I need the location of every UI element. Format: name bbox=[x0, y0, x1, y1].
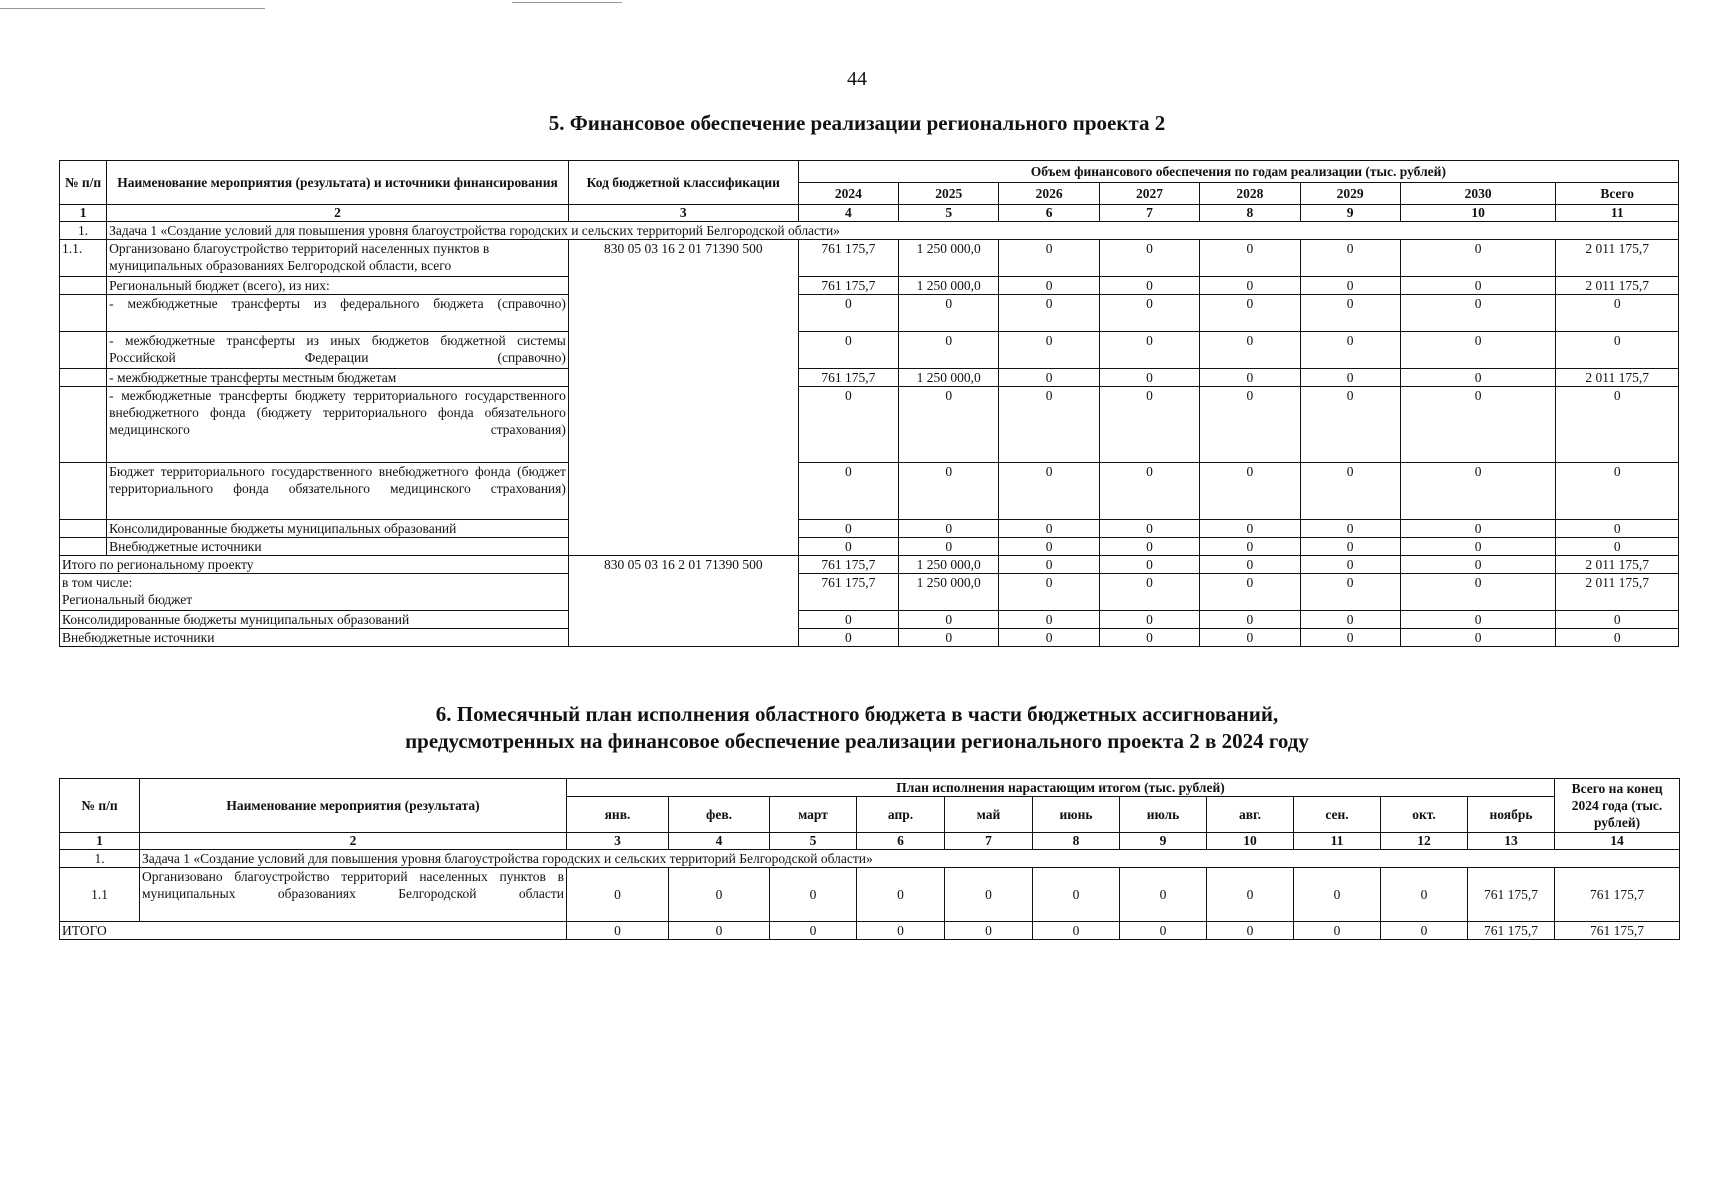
header-year: 2025 bbox=[899, 183, 999, 205]
value-cell: 0 bbox=[999, 538, 1099, 556]
value-cell: 0 bbox=[999, 295, 1099, 332]
total-row bbox=[60, 611, 1679, 629]
value-cell: 0 bbox=[1099, 574, 1199, 611]
header-month: май bbox=[945, 797, 1033, 833]
value-cell: 0 bbox=[1400, 629, 1556, 647]
value-cell: 0 bbox=[1556, 463, 1679, 520]
value-cell: 0 bbox=[899, 520, 999, 538]
value-cell: 0 bbox=[1200, 556, 1300, 574]
value-cell: 0 bbox=[899, 611, 999, 629]
header-volume: Объем финансового обеспечения по годам реализации (тыс. рублей) bbox=[798, 161, 1678, 183]
value-cell: 0 bbox=[999, 611, 1099, 629]
value-cell: 0 bbox=[1400, 295, 1556, 332]
value-cell: 0 bbox=[1099, 556, 1199, 574]
value-cell: 0 bbox=[1400, 332, 1556, 369]
page-number: 44 bbox=[847, 68, 867, 90]
value-cell: 0 bbox=[1099, 520, 1199, 538]
value-cell: 761 175,7 bbox=[798, 240, 898, 277]
value-cell: 0 bbox=[1294, 868, 1381, 922]
value-cell: 0 bbox=[1556, 611, 1679, 629]
row-num bbox=[60, 295, 107, 332]
value-cell: 0 bbox=[857, 868, 945, 922]
value-cell: 0 bbox=[999, 332, 1099, 369]
monthly-plan-table bbox=[59, 778, 1680, 940]
value-cell: 0 bbox=[1381, 868, 1468, 922]
value-cell: 0 bbox=[1200, 574, 1300, 611]
value-cell: 0 bbox=[999, 387, 1099, 463]
column-number-row bbox=[60, 205, 1679, 222]
value-cell: 0 bbox=[1099, 295, 1199, 332]
row-num bbox=[60, 369, 107, 387]
value-cell: 0 bbox=[1300, 277, 1400, 295]
value-cell: 0 bbox=[1200, 369, 1300, 387]
col-number: 10 bbox=[1400, 205, 1556, 222]
value-cell: 0 bbox=[1300, 556, 1400, 574]
table-row bbox=[60, 387, 1679, 463]
row-name: Консолидированные бюджеты муниципальных образований bbox=[107, 520, 569, 538]
col-number: 9 bbox=[1300, 205, 1400, 222]
value-cell: 0 bbox=[1300, 574, 1400, 611]
value-cell: 0 bbox=[1556, 387, 1679, 463]
value-cell: 0 bbox=[1200, 240, 1300, 277]
value-cell: 0 bbox=[1300, 611, 1400, 629]
header-plan: План исполнения нарастающим итогом (тыс. рублей) bbox=[567, 779, 1555, 797]
total-row bbox=[60, 629, 1679, 647]
value-cell: 0 bbox=[1556, 629, 1679, 647]
value-cell: 0 bbox=[1207, 868, 1294, 922]
total-name-line: в том числе: bbox=[62, 575, 133, 590]
value-cell: 0 bbox=[1200, 611, 1300, 629]
value-cell: 0 bbox=[770, 922, 857, 940]
value-cell: 0 bbox=[1294, 922, 1381, 940]
header-code: Код бюджетной классификации bbox=[568, 161, 798, 205]
value-cell: 0 bbox=[1400, 463, 1556, 520]
value-cell: 0 bbox=[1300, 629, 1400, 647]
value-cell: 0 bbox=[798, 520, 898, 538]
col-number: 1 bbox=[60, 205, 107, 222]
value-cell: 0 bbox=[1120, 868, 1207, 922]
header-month: июнь bbox=[1033, 797, 1120, 833]
value-cell: 0 bbox=[945, 868, 1033, 922]
task-text: Задача 1 «Создание условий для повышения уровня благоустройства городских и сельских территорий Белгородской области» bbox=[107, 222, 1679, 240]
section6-title-line: предусмотренных на финансовое обеспечение реализации регионального проекта 2 в 2024 году bbox=[405, 729, 1309, 753]
value-cell: 0 bbox=[1120, 922, 1207, 940]
value-cell: 0 bbox=[669, 922, 770, 940]
value-cell: 0 bbox=[1381, 922, 1468, 940]
table-row bbox=[60, 332, 1679, 369]
value-cell: 0 bbox=[1200, 332, 1300, 369]
total-name: Консолидированные бюджеты муниципальных образований bbox=[60, 611, 569, 629]
table-row bbox=[60, 277, 1679, 295]
header-num: № п/п bbox=[60, 779, 140, 833]
budget-code: 830 05 03 16 2 01 71390 500 bbox=[568, 556, 798, 647]
col-number: 3 bbox=[568, 205, 798, 222]
col-number: 2 bbox=[140, 833, 567, 850]
col-number: 6 bbox=[999, 205, 1099, 222]
value-cell: 1 250 000,0 bbox=[899, 277, 999, 295]
task-row bbox=[60, 222, 1679, 240]
value-cell: 0 bbox=[1033, 922, 1120, 940]
value-cell: 0 bbox=[1200, 538, 1300, 556]
value-cell: 0 bbox=[1400, 538, 1556, 556]
total-name: Итого по региональному проекту bbox=[60, 556, 569, 574]
header-total: Всего bbox=[1556, 183, 1679, 205]
value-cell: 0 bbox=[798, 463, 898, 520]
header-year: 2024 bbox=[798, 183, 898, 205]
header-month: апр. bbox=[857, 797, 945, 833]
header-month: авг. bbox=[1207, 797, 1294, 833]
value-cell: 0 bbox=[798, 611, 898, 629]
value-cell: 0 bbox=[1300, 369, 1400, 387]
row-num bbox=[60, 520, 107, 538]
table-row bbox=[60, 520, 1679, 538]
value-cell: 1 250 000,0 bbox=[899, 574, 999, 611]
header-month: март bbox=[770, 797, 857, 833]
financing-table bbox=[59, 160, 1679, 647]
header-year: 2030 bbox=[1400, 183, 1556, 205]
value-cell: 0 bbox=[857, 922, 945, 940]
value-cell: 0 bbox=[1300, 295, 1400, 332]
header-month: янв. bbox=[567, 797, 669, 833]
row-name: - межбюджетные трансферты из федерального бюджета (справочно) bbox=[107, 295, 569, 332]
header-name: Наименование мероприятия (результата) и источники финансирования bbox=[107, 161, 569, 205]
value-cell: 0 bbox=[770, 868, 857, 922]
total-name: Внебюджетные источники bbox=[60, 629, 569, 647]
scan-artifact-line bbox=[0, 8, 265, 9]
table-row bbox=[60, 868, 1680, 922]
value-cell: 0 bbox=[999, 629, 1099, 647]
header-name: Наименование мероприятия (результата) bbox=[140, 779, 567, 833]
value-cell: 761 175,7 bbox=[798, 277, 898, 295]
value-cell: 0 bbox=[899, 295, 999, 332]
header-month: ноябрь bbox=[1468, 797, 1555, 833]
value-cell: 0 bbox=[1300, 387, 1400, 463]
col-number: 4 bbox=[669, 833, 770, 850]
value-cell: 761 175,7 bbox=[798, 556, 898, 574]
header-year: 2027 bbox=[1099, 183, 1199, 205]
value-cell: 0 bbox=[1400, 277, 1556, 295]
value-cell: 0 bbox=[899, 332, 999, 369]
col-number: 13 bbox=[1468, 833, 1555, 850]
total-name-line: Региональный бюджет bbox=[62, 592, 193, 607]
value-cell: 0 bbox=[1400, 611, 1556, 629]
task-num: 1. bbox=[60, 222, 107, 240]
col-number: 6 bbox=[857, 833, 945, 850]
value-cell: 0 bbox=[1556, 332, 1679, 369]
value-cell: 0 bbox=[1200, 277, 1300, 295]
value-cell: 0 bbox=[1099, 240, 1199, 277]
col-number: 14 bbox=[1555, 833, 1680, 850]
task-row bbox=[60, 850, 1680, 868]
header-month: окт. bbox=[1381, 797, 1468, 833]
value-cell: 0 bbox=[567, 868, 669, 922]
table-row bbox=[60, 538, 1679, 556]
row-name: Внебюджетные источники bbox=[107, 538, 569, 556]
col-number: 9 bbox=[1120, 833, 1207, 850]
row-num bbox=[60, 538, 107, 556]
value-cell: 0 bbox=[999, 240, 1099, 277]
task-num: 1. bbox=[60, 850, 140, 868]
value-cell: 2 011 175,7 bbox=[1556, 240, 1679, 277]
value-cell: 0 bbox=[1400, 520, 1556, 538]
section5-title: 5. Финансовое обеспечение реализации регионального проекта 2 bbox=[548, 111, 1166, 135]
row-num: 1.1. bbox=[60, 240, 107, 277]
value-cell: 0 bbox=[1099, 629, 1199, 647]
value-cell: 0 bbox=[1300, 240, 1400, 277]
value-cell: 0 bbox=[1200, 387, 1300, 463]
total-row bbox=[60, 556, 1679, 574]
col-number: 11 bbox=[1556, 205, 1679, 222]
value-cell: 0 bbox=[567, 922, 669, 940]
value-cell: 0 bbox=[1099, 369, 1199, 387]
value-cell: 0 bbox=[798, 332, 898, 369]
header-num: № п/п bbox=[60, 161, 107, 205]
value-cell: 761 175,7 bbox=[1555, 922, 1680, 940]
row-num bbox=[60, 332, 107, 369]
table-row bbox=[60, 295, 1679, 332]
col-number: 10 bbox=[1207, 833, 1294, 850]
header-month: сен. bbox=[1294, 797, 1381, 833]
value-cell: 0 bbox=[1099, 611, 1199, 629]
value-cell: 0 bbox=[1400, 240, 1556, 277]
value-cell: 1 250 000,0 bbox=[899, 556, 999, 574]
task-text: Задача 1 «Создание условий для повышения уровня благоустройства городских и сельских территорий Белгородской области» bbox=[140, 850, 1680, 868]
value-cell: 0 bbox=[945, 922, 1033, 940]
value-cell: 761 175,7 bbox=[1468, 922, 1555, 940]
row-num bbox=[60, 277, 107, 295]
value-cell: 0 bbox=[1200, 463, 1300, 520]
value-cell: 2 011 175,7 bbox=[1556, 369, 1679, 387]
value-cell: 761 175,7 bbox=[1468, 868, 1555, 922]
value-cell: 0 bbox=[1200, 295, 1300, 332]
value-cell: 0 bbox=[1099, 538, 1199, 556]
value-cell: 0 bbox=[1556, 520, 1679, 538]
value-cell: 2 011 175,7 bbox=[1556, 556, 1679, 574]
value-cell: 0 bbox=[1300, 538, 1400, 556]
value-cell: 0 bbox=[999, 463, 1099, 520]
header-year-total: Всего на конец 2024 года (тыс. рублей) bbox=[1555, 779, 1680, 833]
total-row bbox=[60, 922, 1680, 940]
value-cell: 1 250 000,0 bbox=[899, 369, 999, 387]
col-number: 1 bbox=[60, 833, 140, 850]
row-num bbox=[60, 463, 107, 520]
col-number: 2 bbox=[107, 205, 569, 222]
row-name: - межбюджетные трансферты бюджету территориального государственного внебюджетного фонда (бюджету территориального фонда обязательного медицинского страхования) bbox=[107, 387, 569, 463]
value-cell: 0 bbox=[1556, 295, 1679, 332]
col-number: 11 bbox=[1294, 833, 1381, 850]
col-number: 12 bbox=[1381, 833, 1468, 850]
value-cell: 0 bbox=[899, 538, 999, 556]
value-cell: 0 bbox=[1033, 868, 1120, 922]
row-name: Региональный бюджет (всего), из них: bbox=[107, 277, 569, 295]
value-cell: 761 175,7 bbox=[1555, 868, 1680, 922]
total-row bbox=[60, 574, 1679, 611]
row-num bbox=[60, 387, 107, 463]
section6-title-line: 6. Помесячный план исполнения областного бюджета в части бюджетных ассигнований, bbox=[435, 702, 1279, 726]
header-month: июль bbox=[1120, 797, 1207, 833]
table-row bbox=[60, 240, 1679, 277]
table-row bbox=[60, 369, 1679, 387]
header-year: 2029 bbox=[1300, 183, 1400, 205]
value-cell: 0 bbox=[1099, 463, 1199, 520]
value-cell: 0 bbox=[899, 387, 999, 463]
value-cell: 0 bbox=[1300, 520, 1400, 538]
value-cell: 0 bbox=[999, 574, 1099, 611]
value-cell: 0 bbox=[1200, 520, 1300, 538]
value-cell: 0 bbox=[1400, 369, 1556, 387]
row-name: Организовано благоустройство территорий населенных пунктов в муниципальных образованиях Белгородской области bbox=[140, 868, 567, 922]
header-year: 2028 bbox=[1200, 183, 1300, 205]
value-cell: 0 bbox=[1300, 332, 1400, 369]
value-cell: 0 bbox=[1400, 574, 1556, 611]
row-name: Бюджет территориального государственного внебюджетного фонда (бюджет территориального фонда обязательного медицинского страхования) bbox=[107, 463, 569, 520]
col-number: 8 bbox=[1033, 833, 1120, 850]
value-cell: 0 bbox=[1200, 629, 1300, 647]
column-number-row bbox=[60, 833, 1680, 850]
col-number: 7 bbox=[1099, 205, 1199, 222]
value-cell: 0 bbox=[669, 868, 770, 922]
value-cell: 0 bbox=[999, 556, 1099, 574]
value-cell: 0 bbox=[999, 277, 1099, 295]
value-cell: 0 bbox=[1400, 387, 1556, 463]
row-num: 1.1 bbox=[60, 868, 140, 922]
total-name bbox=[60, 574, 569, 611]
value-cell: 0 bbox=[798, 387, 898, 463]
header-year: 2026 bbox=[999, 183, 1099, 205]
table-row bbox=[60, 463, 1679, 520]
value-cell: 0 bbox=[899, 629, 999, 647]
value-cell: 0 bbox=[798, 538, 898, 556]
value-cell: 0 bbox=[1300, 463, 1400, 520]
col-number: 7 bbox=[945, 833, 1033, 850]
value-cell: 761 175,7 bbox=[798, 574, 898, 611]
row-name: Организовано благоустройство территорий населенных пунктов в муниципальных образованиях Белгородской области, всего bbox=[107, 240, 569, 277]
value-cell: 0 bbox=[1099, 332, 1199, 369]
value-cell: 761 175,7 bbox=[798, 369, 898, 387]
value-cell: 0 bbox=[899, 463, 999, 520]
value-cell: 1 250 000,0 bbox=[899, 240, 999, 277]
row-name: - межбюджетные трансферты из иных бюджетов бюджетной системы Российской Федерации (справочно) bbox=[107, 332, 569, 369]
value-cell: 0 bbox=[1556, 538, 1679, 556]
col-number: 5 bbox=[899, 205, 999, 222]
section6-title bbox=[0, 701, 1714, 755]
value-cell: 0 bbox=[1099, 387, 1199, 463]
col-number: 3 bbox=[567, 833, 669, 850]
value-cell: 0 bbox=[999, 369, 1099, 387]
value-cell: 0 bbox=[798, 295, 898, 332]
value-cell: 0 bbox=[1400, 556, 1556, 574]
value-cell: 0 bbox=[1099, 277, 1199, 295]
col-number: 4 bbox=[798, 205, 898, 222]
total-name: ИТОГО bbox=[60, 922, 567, 940]
value-cell: 0 bbox=[1207, 922, 1294, 940]
value-cell: 0 bbox=[999, 520, 1099, 538]
col-number: 5 bbox=[770, 833, 857, 850]
budget-code: 830 05 03 16 2 01 71390 500 bbox=[568, 240, 798, 556]
header-month: фев. bbox=[669, 797, 770, 833]
col-number: 8 bbox=[1200, 205, 1300, 222]
scan-artifact-line bbox=[512, 2, 622, 3]
value-cell: 2 011 175,7 bbox=[1556, 574, 1679, 611]
row-name: - межбюджетные трансферты местным бюджетам bbox=[107, 369, 569, 387]
value-cell: 0 bbox=[798, 629, 898, 647]
value-cell: 2 011 175,7 bbox=[1556, 277, 1679, 295]
